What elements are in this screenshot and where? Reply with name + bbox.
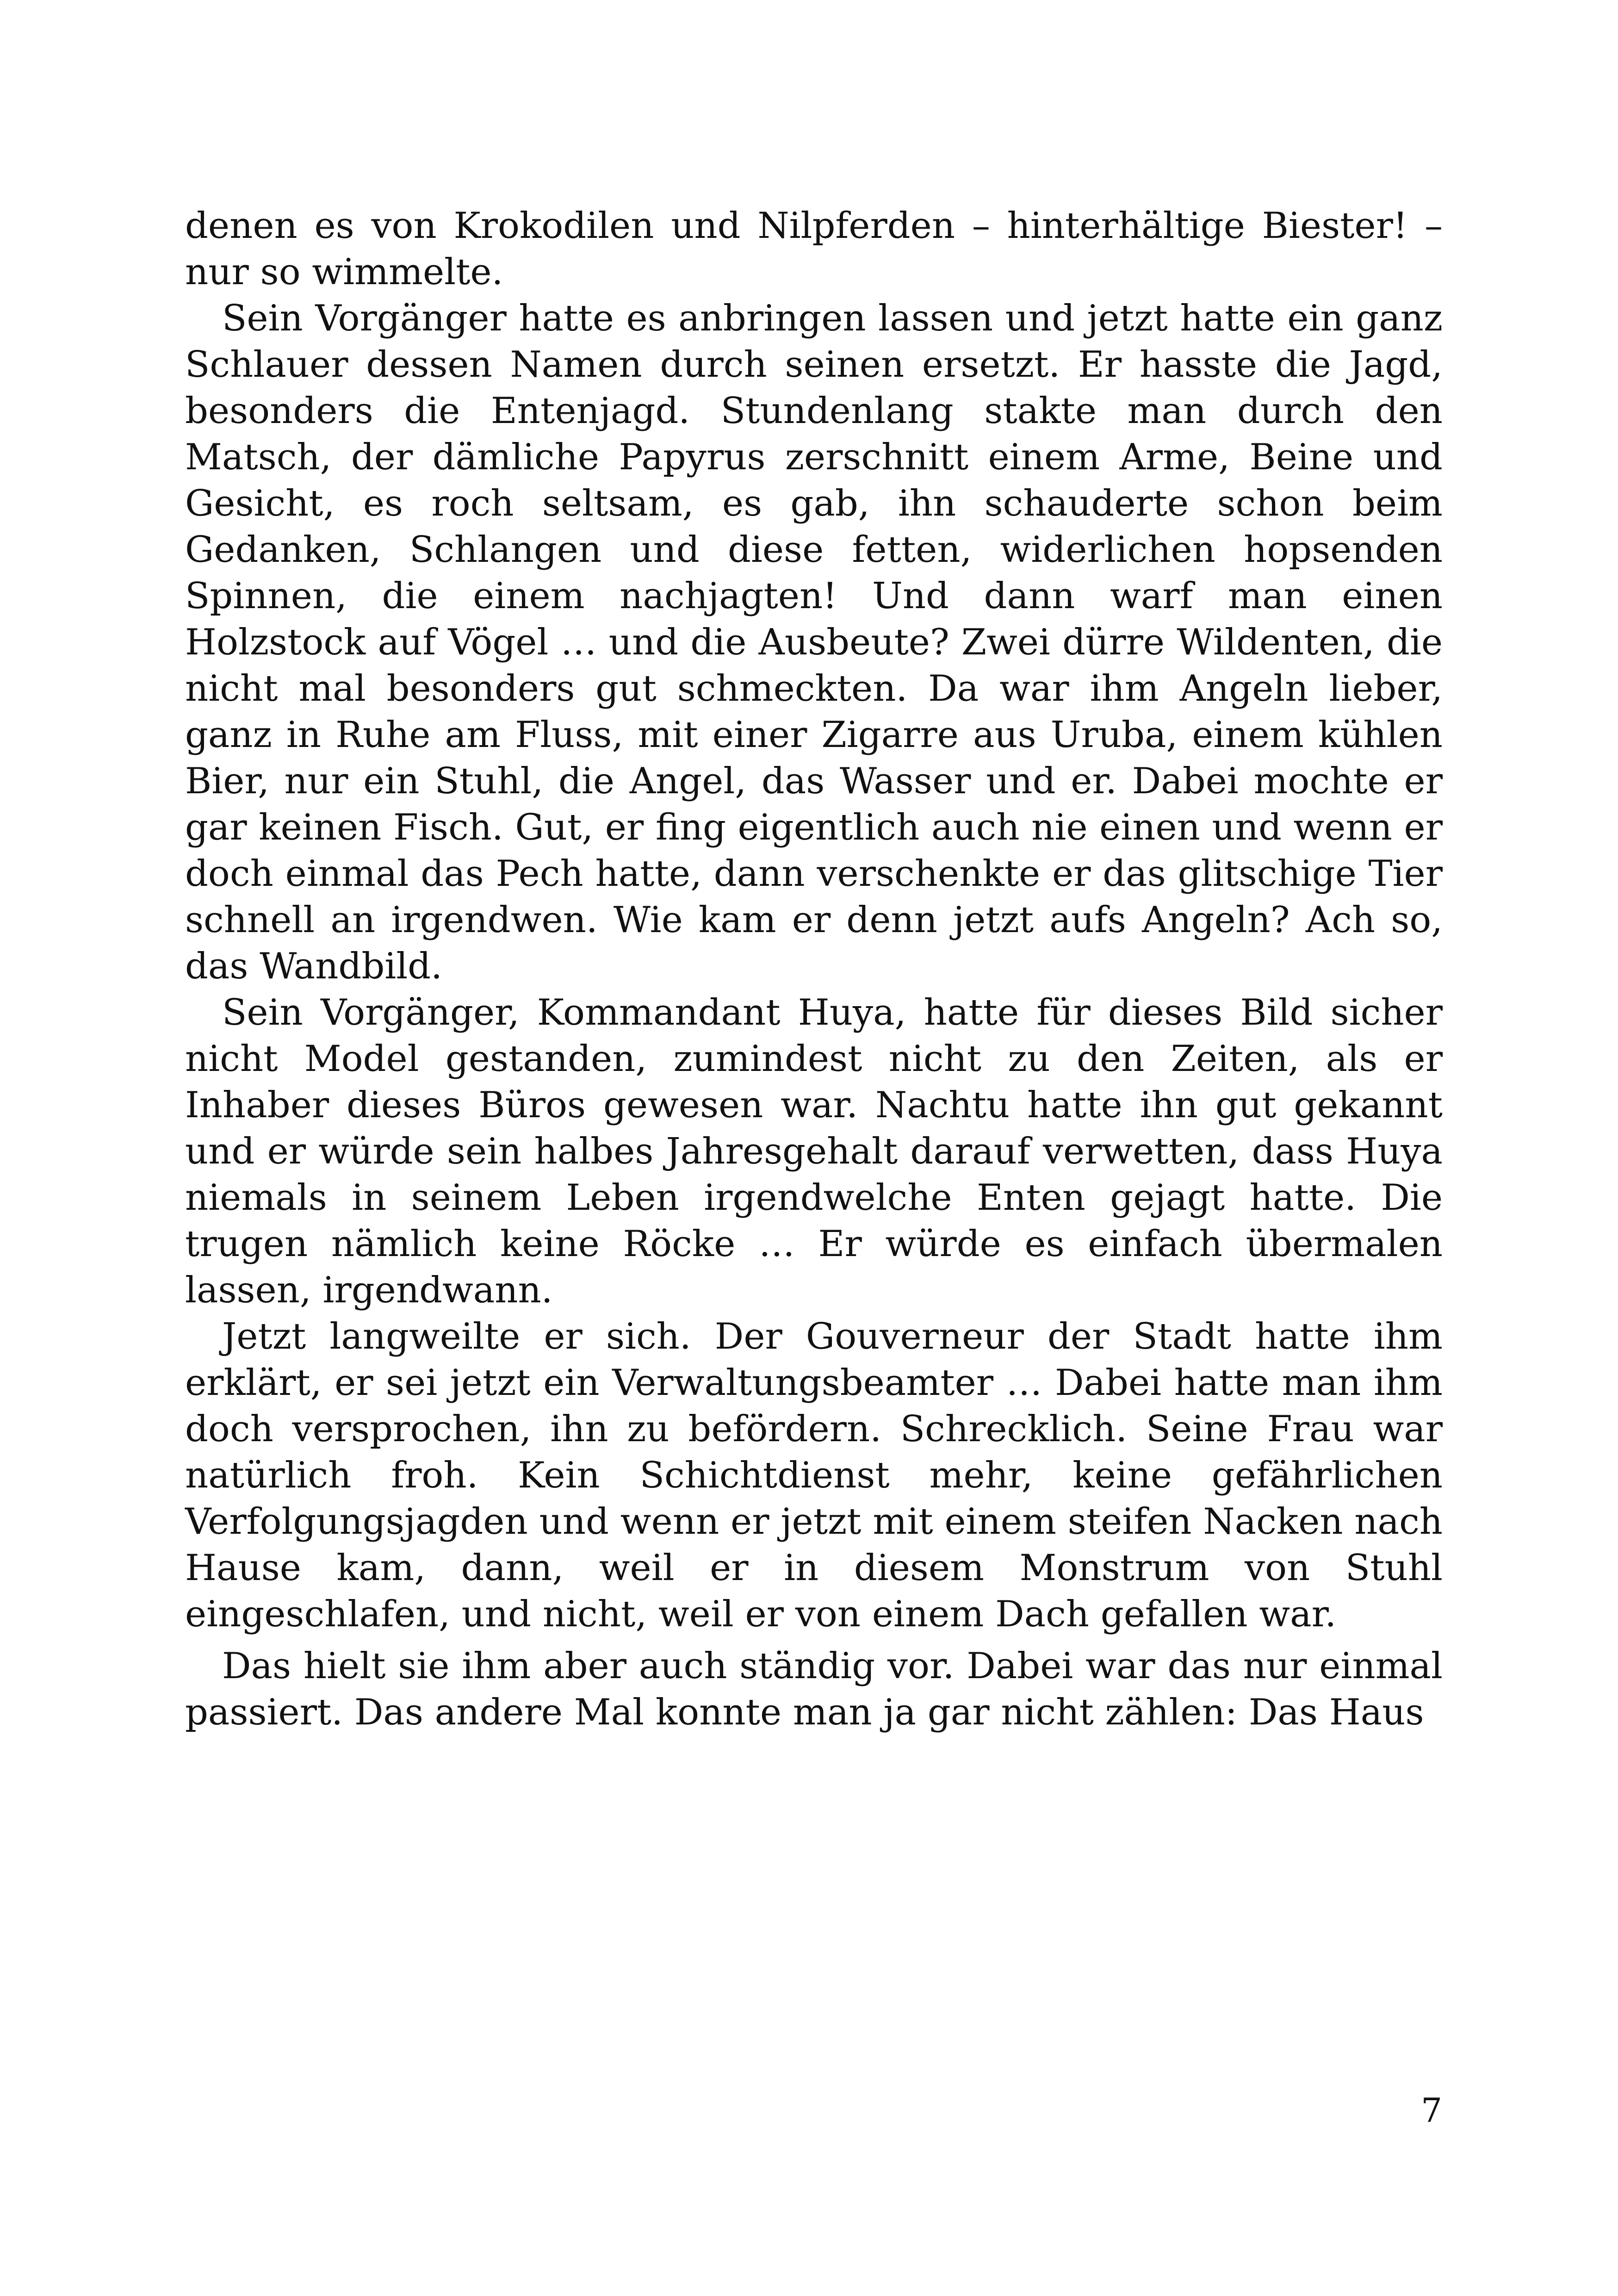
paragraph-2: Sein Vorgänger hatte es anbringen lassen und jetzt hatte ein ganz Schlauer dessen Namen durch seinen ersetzt. Er hasste die Jagd, besonders die Entenjagd. Stundenlang stakte man durch den Matsch, der dämliche Papyrus zerschnitt einem Arme, Beine und Gesicht, es roch seltsam, es gab, ihn schauderte schon beim Gedanken, Schlangen und diese fetten, widerlichen hopsenden Spinnen, die einem nachjagten! Und dann warf man einen Holzstock auf Vögel … und die Ausbeute? Zwei dürre Wildenten, die nicht mal besonders gut schmeckten. Da war ihm Angeln lieber, ganz in Ruhe am Fluss, mit einer Zigarre aus Uruba, einem kühlen Bier, nur ein Stuhl, die Angel, das Wasser und er. Dabei mochte er gar keinen Fisch. Gut, er fing eigentlich auch nie einen und wenn er doch einmal das Pech hatte, dann verschenkte er das glitschige Tier schnell an irgendwen. Wie kam er denn jetzt aufs Angeln? Ach so, das Wandbild.	[185, 298, 1443, 987]
paragraph-3: Sein Vorgänger, Kommandant Huya, hatte für dieses Bild sicher nicht Model gestanden, zumindest nicht zu den Zeiten, als er Inhaber dieses Büros gewesen war. Nachtu hatte ihn gut gekannt und er würde sein halbes Jahresgehalt darauf verwetten, dass Huya niemals in seinem Leben irgendwelche Enten gejagt hatte. Die trugen nämlich keine Röcke … Er würde es einfach übermalen lassen, irgendwann.	[185, 992, 1443, 1311]
page-number: 7	[1421, 2091, 1442, 2130]
paragraph-4: Jetzt langweilte er sich. Der Gouverneur der Stadt hatte ihm erklärt, er sei jetzt ein Verwaltungsbeamter … Dabei hatte man ihm doch versprochen, ihn zu befördern. Schrecklich. Seine Frau war natürlich froh. Kein Schichtdienst mehr, keine gefährlichen Verfolgungsjagden und wenn er jetzt mit einem steifen Nacken nach Hause kam, dann, weil er in diesem Monstrum von Stuhl eingeschlafen, und nicht, weil er von einem Dach gefallen war.	[185, 1316, 1443, 1635]
paragraph-5: Das hielt sie ihm aber auch ständig vor. Dabei war das nur einmal passiert. Das andere Mal konnte man ja gar nicht zählen: Das Haus	[185, 1645, 1443, 1733]
body-text	[185, 203, 1443, 1736]
paragraph-1: denen es von Krokodilen und Nilpferden – hinterhältige Biester! – nur so wimmelte.	[185, 205, 1443, 293]
